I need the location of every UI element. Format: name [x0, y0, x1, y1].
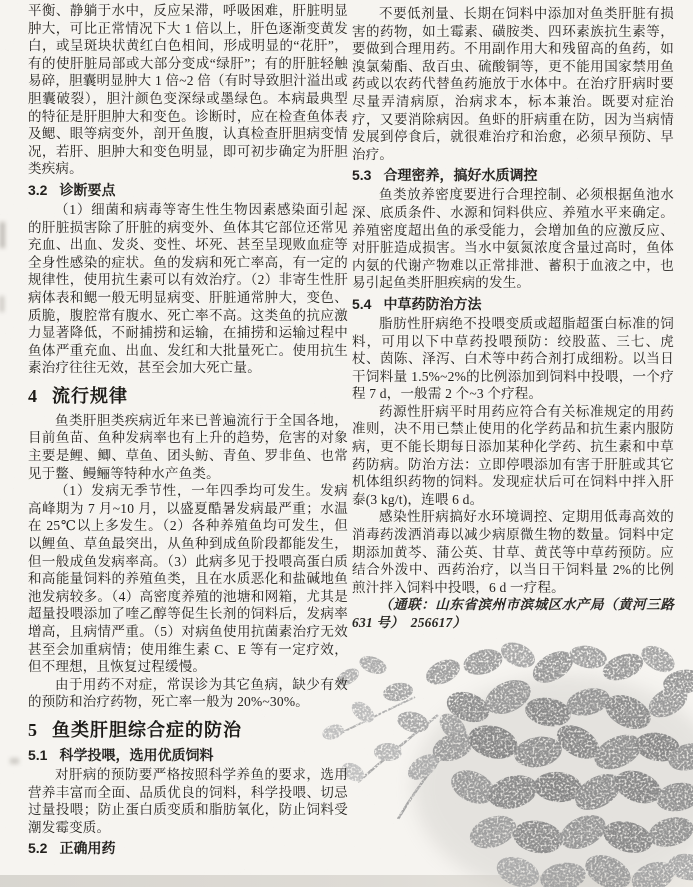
heading-title: 正确用药	[59, 840, 116, 857]
heading-number: 5.1	[28, 746, 48, 763]
paragraph-epidemic-points: （1）发病无季节性，一年四季均可发生。发病高峰期为 7 月~10 月，以盛夏酷暑发病最严重；水温在 25℃以上多发生。（2）各种养殖鱼均可发生，但以鲤鱼、草鱼最突出，从鱼种到成鱼阶段都能发生，但一般成鱼发病率高。（3）此病多见于投喂高蛋白质和高能量饲料的养殖鱼类，且在水质恶化和盐碱地鱼池发病较多。（4）高密度养殖的池塘和网箱，尤其是超量投喂添加了喹乙醇等促生长剂的饲料后，发病率增高，且病情严重。（5）对病鱼使用抗菌素治疗无效甚至会加重病情；使用维生素 C、E 等有一定疗效，但不理想，且恢复过程缓慢。	[28, 483, 348, 675]
heading-number: 5	[28, 719, 38, 740]
heading-title: 诊断要点	[59, 181, 116, 198]
right-column	[352, 5, 674, 632]
paragraph-mortality-rate: 由于用药不对症，常误诊为其它鱼病，缺少有效的预防和治疗药物，死亡率一般为 20%~30%。	[28, 676, 348, 710]
heading-title: 流行规律	[52, 385, 128, 406]
heading-3-2-diagnosis	[28, 181, 348, 199]
heading-4-epidemic-pattern	[28, 385, 348, 408]
paragraph-liver-symptoms: 平衡、静躺于水中，反应呆滞，呼吸困难，肝脏明显肿大，可比正常情况下大 1 倍以上，肝色逐渐变黄发白，或呈斑块状黄红白色相间，形成明显的“花肝”，有的使肝脏局部或大部分变成“绿肝”；有的肝脏轻触易碎，胆囊明显肿大 1 倍~2 倍（有时导致胆汁溢出或胆囊破裂），胆汁颜色变深绿或墨绿色。本病最典型的特征是肝胆肿大和变色。诊断时，应在检查鱼体表及鳃、眼等病变外，剖开鱼腹，认真检查肝胆病变情况，若肝、胆肿大和变色明显，即可初步确定为肝胆类疾病。	[28, 3, 348, 177]
paragraph-diagnosis-points: （1）细菌和病毒等寄生性生物因素感染面引起的肝脏损害除了肝脏的病变外、鱼体其它部位还常见充血、出血、发炎、变性、坏死、甚至呈现败血症等全身性感染的症状。鱼的发病和死亡率高，有一定的规律性，使用抗生素可以有效治疗。（2）非寄生性肝病体表和鳃一般无明显病变、肝脏通常肿大，变色、质脆，腹腔常有腹水、死亡率不高。这类鱼的抗应激力显著降低，不耐捕捞和运输，在捕捞和运输过程中鱼体严重充血、出血、发红和大批量死亡。使用抗生素治疗往往无效，甚至会加大死亡量。	[28, 201, 348, 376]
heading-5-prevention	[28, 719, 348, 742]
scan-smudge	[0, 222, 5, 248]
scan-smudge	[10, 758, 19, 764]
paragraph-contact-info: （通联：山东省滨州市滨城区水产局（黄河三路 631 号） 256617）	[352, 597, 674, 630]
heading-5-3-density-water-quality	[352, 166, 674, 184]
heading-number: 5.2	[28, 840, 48, 857]
paragraph-feeding-advice: 对肝病的预防要严格按照科学养鱼的要求，选用营养丰富而全面、品质优良的饲料，科学投喂、切忌过量投喂；防止蛋白质变质和脂肪氧化，防止饲料受潮发霉变质。	[28, 766, 348, 835]
heading-number: 5.3	[352, 167, 372, 184]
paragraph-infectious-liver: 感染性肝病搞好水环境调控、定期用低毒高效的消毒药泼洒消毒以减少病原微生物的数量。饲料中定期添加黄芩、蒲公英、甘草、黄芪等中草药预防。应结合外泼中、西药治疗，以当日干饲料量 2%的比例煎汁拌入饲料中投喂，6 d 一疗程。	[352, 509, 674, 595]
heading-title: 科学投喂，选用优质饲料	[59, 746, 214, 763]
left-column	[28, 2, 348, 885]
heading-5-4-herbal-medicine	[352, 295, 674, 313]
paragraph-epidemic-intro: 鱼类肝胆类疾病近年来已普遍流行于全国各地，目前鱼苗、鱼种发病率也有上升的趋势，危害的对象主要是鲤、鲫、草鱼、团头鲂、青鱼、罗非鱼、也常见于鳖、鳗鲡等特种水产鱼类。	[28, 412, 348, 481]
paragraph-fatty-liver-treatment: 脂肪性肝病绝不投喂变质或超脂超蛋白标准的饲料，可用以下中草药投喂预防：绞股蓝、三七、虎杖、茵陈、泽泻、白术等中药合剂打成细粉。以当日干饲料量 1.5%~2%的比例添加到饲料中投喂，一个疗程 7 d，一般需 2 个~3 个疗程。	[352, 315, 674, 402]
paragraph-stocking-density: 鱼类放养密度要进行合理控制、必须根据鱼池水深、底质条件、水源和饲料供应、养殖水平来确定。养殖密度超出鱼的承受能力，会增加鱼的应激反应、对肝脏造成损害。当水中氨氮浓度含量过高时，鱼体内氨的代谢产物难以正常排泄、蓄积于血液之中，也易引起鱼类肝胆疾病的发生。	[352, 187, 674, 291]
heading-number: 5.4	[352, 295, 372, 312]
heading-5-1-scientific-feeding	[28, 746, 348, 764]
heading-number: 3.2	[28, 181, 48, 198]
paragraph-drug-induced-liver: 药源性肝病平时用药应符合有关标准规定的用药准则，决不用已禁止使用的化学药品和抗生素内服防病，更不能长期每日添加某种化学药、抗生素和中草药防病。防治方法：立即停喂添加有害于肝脏或其它机体组织药物的饲料。发现症状后可在饲料中拌入肝泰(3 kg/t)，连喂 6 d。	[352, 403, 674, 507]
heading-title: 合理密养，搞好水质调控	[383, 167, 538, 184]
heading-5-2-correct-medication	[28, 839, 348, 857]
heading-title: 中草药防治方法	[383, 295, 482, 312]
heading-number: 4	[28, 385, 38, 406]
paragraph-medication-rules: 不要低剂量、长期在饲料中添加对鱼类肝脏有损害的药物，如土霉素、磺胺类、四环素族抗生素等，要做到合理用药。不用副作用大和残留高的鱼药，如溴氯菊酯、敌百虫、硫酸铜等，更不能用国家禁用鱼药或以农药代替鱼药施放于水体中。在治疗肝病时要尽量弄清病原，治病求本，标本兼治。既要对症治疗，又要消除病因。鱼虾的肝病重在防，因为当病情发展到停食后，就很难治疗和治愈，必须早预防、早治疗。	[352, 6, 674, 162]
foliage-svg	[303, 637, 693, 887]
foliage-illustration	[303, 637, 693, 887]
heading-title: 鱼类肝胆综合症的防治	[52, 719, 242, 740]
scan-smudge	[0, 296, 4, 312]
